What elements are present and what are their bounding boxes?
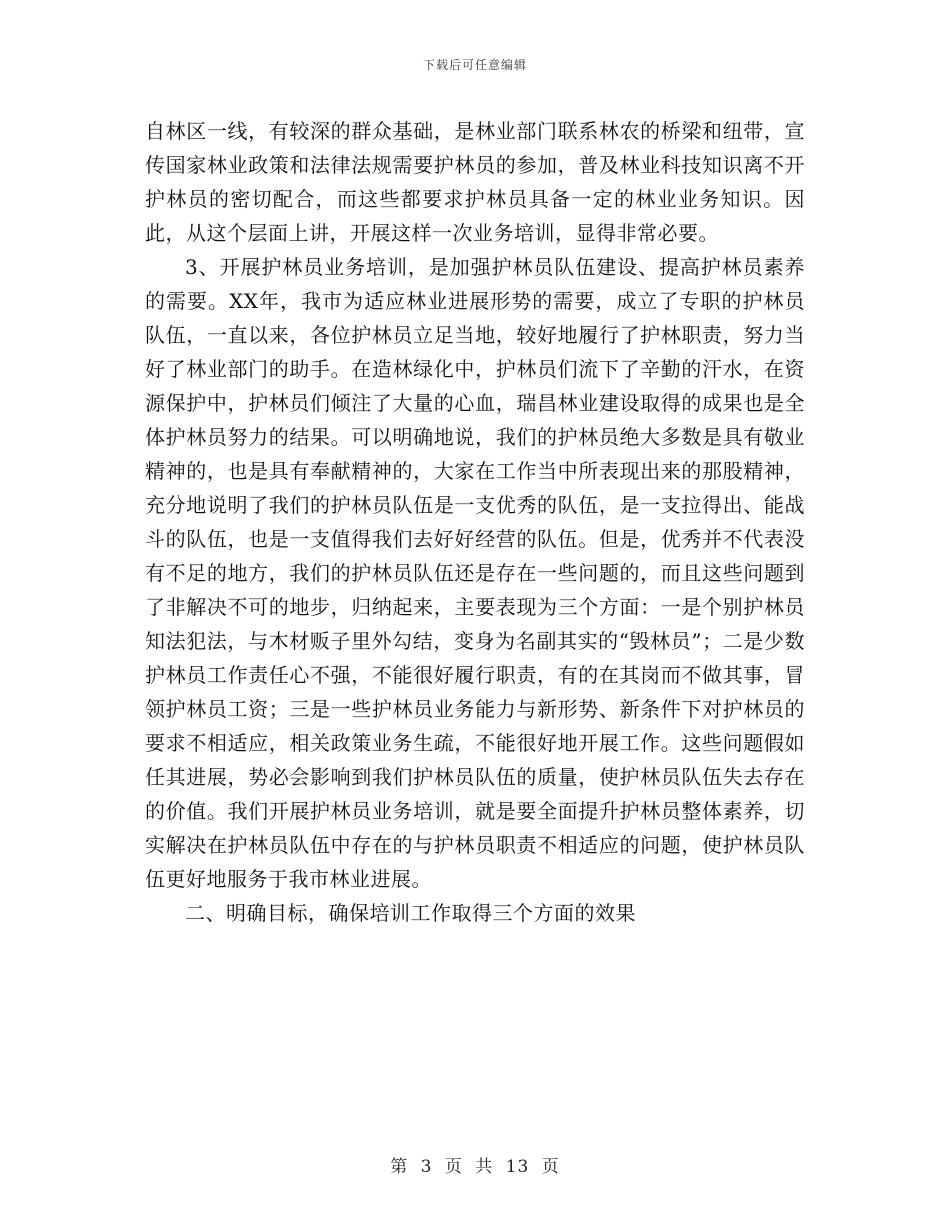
document-body	[145, 114, 805, 930]
paragraph-2: 3、开展护林员业务培训，是加强护林员队伍建设、提高护林员素养的需要。XX年，我市为适应林业进展形势的需要，成立了专职的护林员队伍，一直以来，各位护林员立足当地，较好地履行了护林职责，努力当好了林业部门的助手。在造林绿化中，护林员们流下了辛勤的汗水，在资源保护中，护林员们倾注了大量的心血，瑞昌林业建设取得的成果也是全体护林员努力的结果。可以明确地说，我们的护林员绝大多数是具有敬业精神的，也是具有奉献精神的，大家在工作当中所表现出来的那股精神，充分地说明了我们的护林员队伍是一支优秀的队伍，是一支拉得出、能战斗的队伍，也是一支值得我们去好好经营的队伍。但是，优秀并不代表没有不足的地方，我们的护林员队伍还是存在一些问题的，而且这些问题到了非解决不可的地步，归纳起来，主要表现为三个方面：一是个别护林员知法犯法，与木材贩子里外勾结，变身为名副其实的“毁林员”；二是少数护林员工作责任心不强，不能很好履行职责，有的在其岗而不做其事，冒领护林员工资；三是一些护林员业务能力与新形势、新条件下对护林员的要求不相适应，相关政策业务生疏，不能很好地开展工作。这些问题假如任其进展，势必会影响到我们护林员队伍的质量，使护林员队伍失去存在的价值。我们开展护林员业务培训，就是要全面提升护林员整体素养，切实解决在护林员队伍中存在的与护林员职责不相适应的问题，使护林员队伍更好地服务于我市林业进展。	[145, 255, 805, 891]
section-heading: 二、明确目标，确保培训工作取得三个方面的效果	[185, 901, 636, 925]
paragraph-1: 自林区一线，有较深的群众基础，是林业部门联系林农的桥梁和纽带，宣传国家林业政策和法律法规需要护林员的参加，普及林业科技知识离不开护林员的密切配合，而这些都要求护林员具备一定的林业业务知识。因此，从这个层面上讲，开展这样一次业务培训，显得非常必要。	[145, 119, 805, 245]
page-header: 下载后可任意编辑	[422, 58, 527, 72]
page-number-footer: 第 3 页 共 13 页	[390, 1157, 560, 1177]
